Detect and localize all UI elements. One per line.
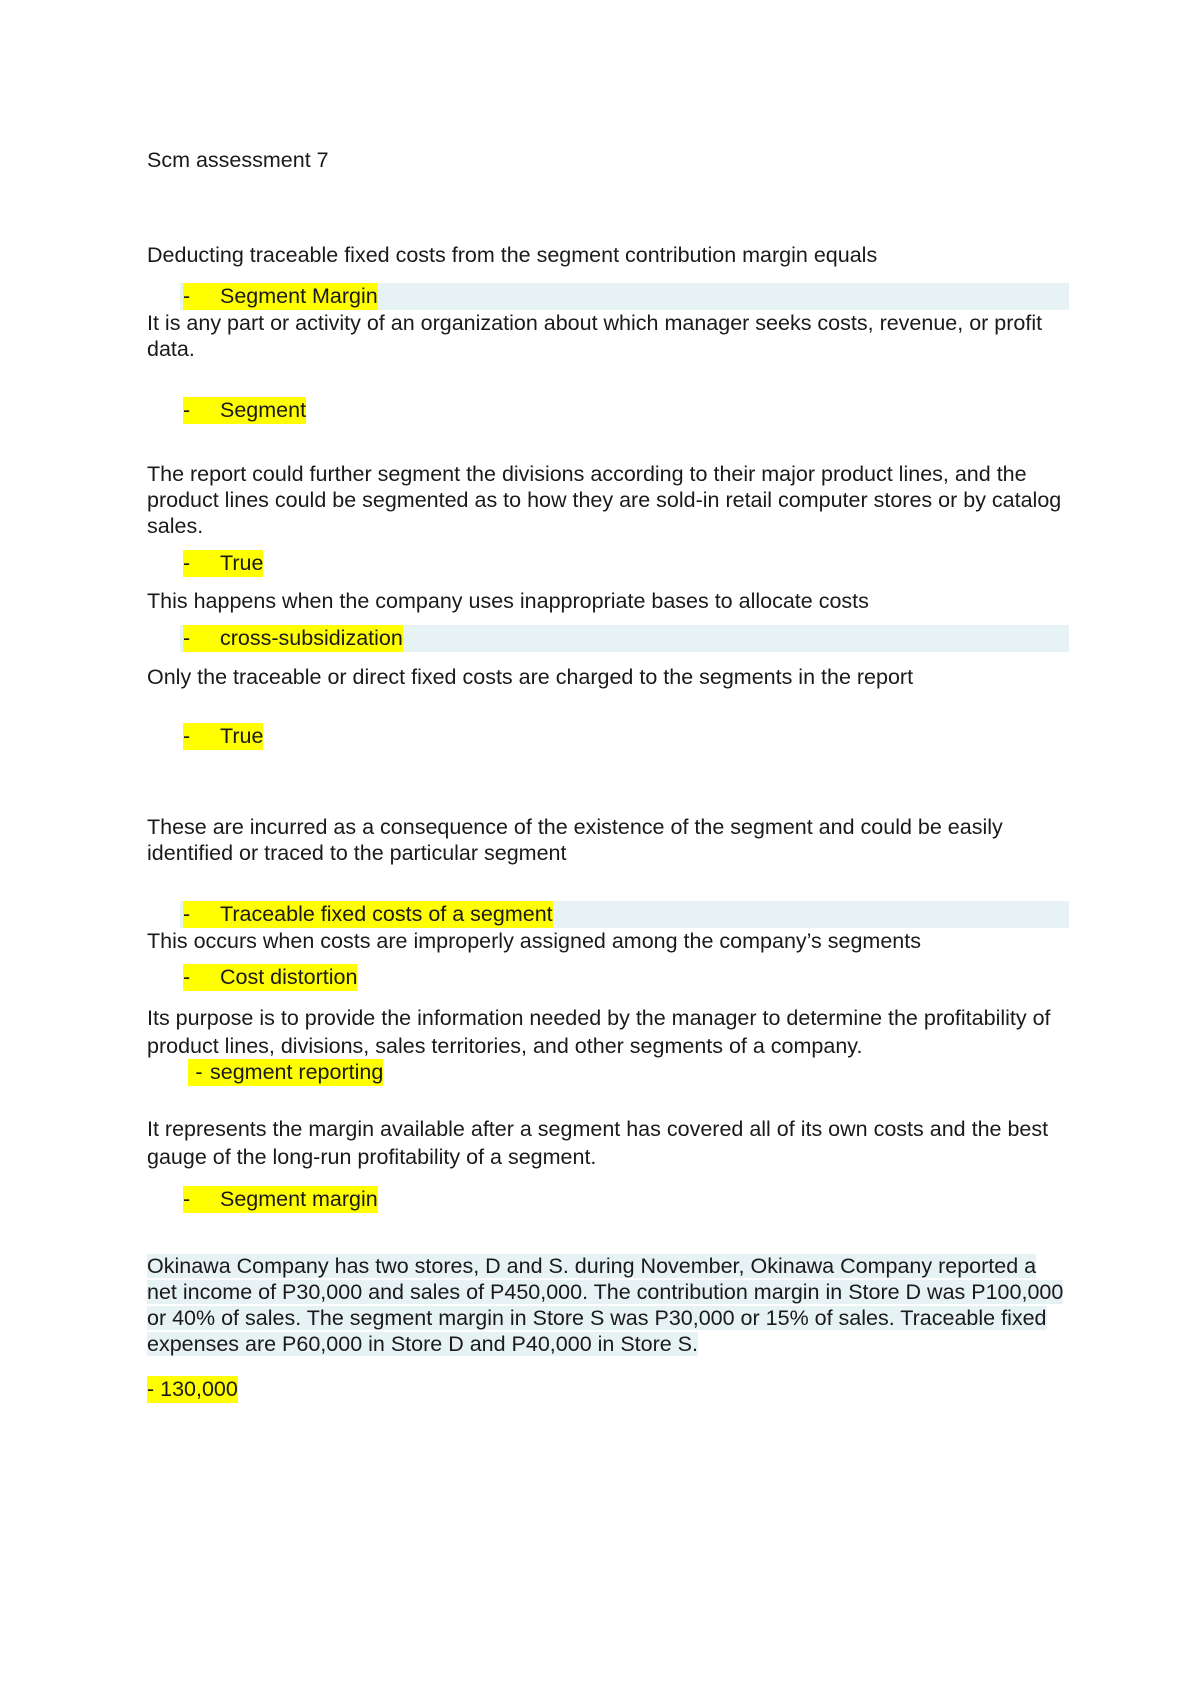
question-1: Deducting traceable fixed costs from the segment contribution margin equals (147, 243, 878, 267)
question-5: Only the traceable or direct fixed costs are charged to the segments in the report (147, 665, 914, 689)
answer-9: - Segment margin (183, 1187, 378, 1211)
question-8: Its purpose is to provide the information needed by the manager to determine the profitability of product lines, divisions, sales territories, and other segments of a company. (147, 1006, 1051, 1058)
question-4: This happens when the company uses inappropriate bases to allocate costs (147, 589, 869, 613)
question-6: These are incurred as a consequence of the existence of the segment and could be easily identified or traced to the particular segment (147, 815, 1003, 865)
answer-1: - Segment Margin (183, 284, 378, 308)
question-7: This occurs when costs are improperly assigned among the company’s segments (147, 929, 921, 953)
answer-4: - cross-subsidization (183, 626, 403, 650)
question-3: The report could further segment the divisions according to their major product lines, and the product lines could be segmented as to how they are sold-in retail computer stores or by catalog sales. (147, 462, 1062, 538)
question-2: It is any part or activity of an organization about which manager seeks costs, revenue, or profit data. (147, 311, 1043, 361)
document-title: Scm assessment 7 (147, 148, 329, 172)
answer-5: - True (183, 724, 264, 748)
answer-8: - segment reporting (188, 1059, 383, 1086)
answer-3: - True (183, 551, 264, 575)
answer-10: - 130,000 (147, 1377, 238, 1401)
answer-6: - Traceable fixed costs of a segment (183, 902, 553, 926)
answer-2: - Segment (183, 398, 307, 422)
answer-7: - Cost distortion (183, 965, 358, 989)
question-9: It represents the margin available after a segment has covered all of its own costs and the best gauge of the long-run profitability of a segment. (147, 1117, 1049, 1169)
question-10: Okinawa Company has two stores, D and S. during November, Okinawa Company reported a net income of P30,000 and sales of P450,000. The contribution margin in Store D was P100,000 or 40% of sales. The segment margin in Store S was P30,000 or 15% of sales. Traceable fixed expenses are P60,000 in Store D and P40,000 in Store S. (147, 1254, 1064, 1356)
